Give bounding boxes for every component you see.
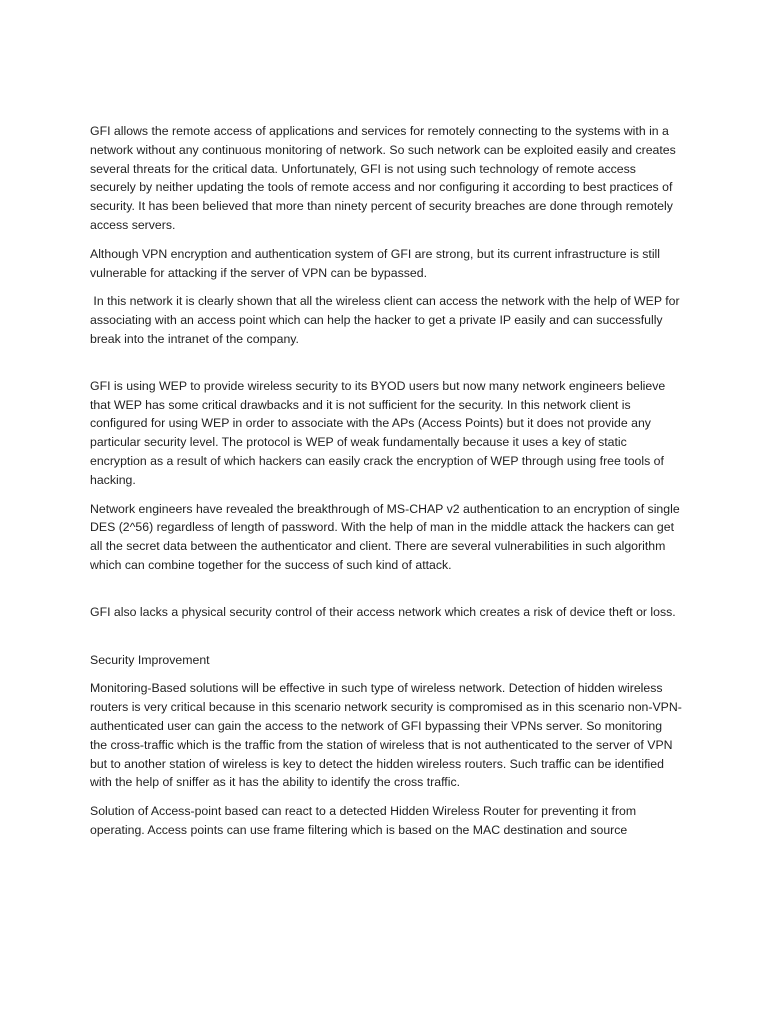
- section-heading: Security Improvement: [90, 652, 210, 667]
- paragraph-wireless-clients: In this network it is clearly shown that all the wireless client can access the network with the help of WEP for associating with an access point which can help the hacker to get a private IP easily and can successfully break into the intranet of the company.: [90, 294, 684, 346]
- paragraph-vpn: Although VPN encryption and authentication system of GFI are strong, but its current infrastructure is still vulnerable for attacking if the server of VPN can be bypassed.: [90, 246, 661, 280]
- paragraph-wep: GFI is using WEP to provide wireless security to its BYOD users but now many network engineers believe that WEP has some critical drawbacks and it is not sufficient for the security. In this network client is configured for using WEP in order to associate with the APs (Access Points) but it does not provide any particular security level. The protocol is WEP of weak fundamentally because it uses a key of static encryption as a result of which hackers can easily crack the encryption of WEP through using free tools of hacking.: [90, 378, 666, 487]
- paragraph-remote-access: GFI allows the remote access of applications and services for remotely connecting to the systems with in a network without any continuous monitoring of network. So such network can be exploited easily and creates several threats for the critical data. Unfortunately, GFI is not using such technology of remote access securely by neither updating the tools of remote access and nor configuring it according to best practices of security. It has been believed that more than ninety percent of security breaches are done through remotely access servers.: [90, 124, 676, 232]
- paragraph-access-point: Solution of Access-point based can react to a detected Hidden Wireless Router for preventing it from operating. Access points can use frame filtering which is based on the MAC destination and source: [90, 804, 637, 837]
- paragraph-monitoring: Monitoring-Based solutions will be effective in such type of wireless network. Detection of hidden wireless routers is very critical because in this scenario network security is compromised as in this scenario non-VPN-authenticated user can gain the access to the network of GFI bypassing their VPNs server. So monitoring the cross-traffic which is the traffic from the station of wireless that is not authenticated to the server of VPN but to another station of wireless is key to detect the hidden wireless routers. Such traffic can be identified with the help of sniffer as it has the ability to identify the cross traffic.: [90, 681, 682, 790]
- paragraph-ms-chap: Network engineers have revealed the breakthrough of MS-CHAP v2 authentication to an encryption of single DES (2^56) regardless of length of password. With the help of man in the middle attack the hackers can get all the secret data between the authenticator and client. There are several vulnerabilities in such algorithm which can combine together for the success of such kind of attack.: [90, 501, 680, 572]
- paragraph-physical-security: GFI also lacks a physical security control of their access network which creates a risk of device theft or loss.: [90, 604, 676, 619]
- document-body: [90, 122, 682, 850]
